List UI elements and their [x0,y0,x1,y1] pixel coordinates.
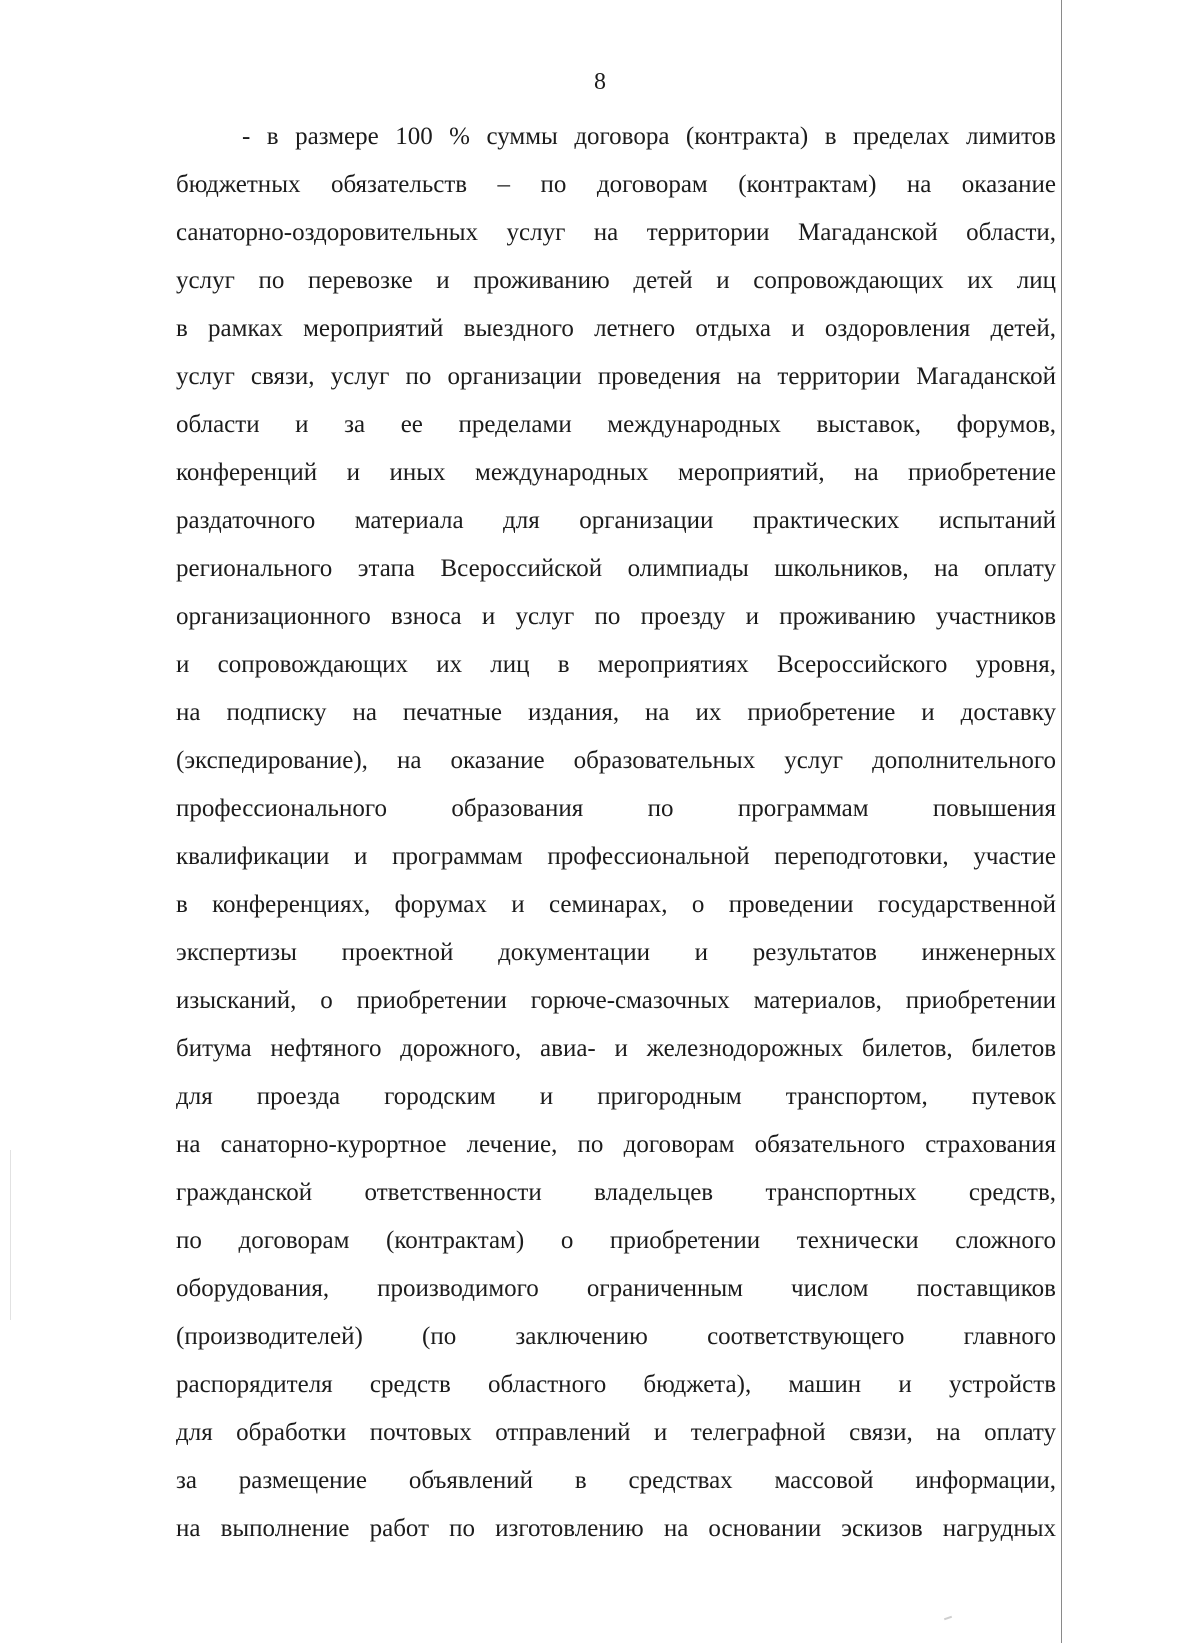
text-line: регионального этапа Всероссийской олимпиады школьников, на оплату [176,555,1056,582]
text-line: услуг по перевозке и проживанию детей и сопровождающих их лиц [176,267,1056,294]
text-line: для проезда городским и пригородным транспортом, путевок [176,1083,1056,1110]
text-line: раздаточного материала для организации практических испытаний [176,507,1056,534]
text-line: гражданской ответственности владельцев транспортных средств, [176,1179,1056,1206]
text-line: и сопровождающих их лиц в мероприятиях Всероссийского уровня, [176,651,1056,678]
text-line: по договорам (контрактам) о приобретении технически сложного [176,1227,1056,1254]
text-line: для обработки почтовых отправлений и телеграфной связи, на оплату [176,1419,1056,1446]
text-line: (производителей) (по заключению соответствующего главного [176,1323,1056,1350]
text-line: оборудования, производимого ограниченным числом поставщиков [176,1275,1056,1302]
page-number: 8 [594,69,606,95]
text-line: - в размере 100 % суммы договора (контракта) в пределах лимитов [242,123,1056,150]
text-line: области и за ее пределами международных выставок, форумов, [176,411,1056,438]
text-line: (экспедирование), на оказание образовательных услуг дополнительного [176,747,1056,774]
text-line: на санаторно-курортное лечение, по договорам обязательного страхования [176,1131,1056,1158]
text-line: за размещение объявлений в средствах массовой информации, [176,1467,1056,1494]
text-line: на подписку на печатные издания, на их приобретение и доставку [176,699,1056,726]
text-line: санаторно-оздоровительных услуг на территории Магаданской области, [176,219,1056,246]
text-line: в конференциях, форумах и семинарах, о проведении государственной [176,891,1056,918]
scan-artifact-line [10,1150,11,1320]
scan-speck [944,1616,952,1621]
text-line: битума нефтяного дорожного, авиа- и железнодорожных билетов, билетов [176,1035,1056,1062]
text-line: профессионального образования по программам повышения [176,795,1056,822]
text-line: экспертизы проектной документации и результатов инженерных [176,939,1056,966]
text-line: квалификации и программам профессиональной переподготовки, участие [176,843,1056,870]
text-line: в рамках мероприятий выездного летнего отдыха и оздоровления детей, [176,315,1056,342]
text-line: конференций и иных международных мероприятий, на приобретение [176,459,1056,486]
text-line: распорядителя средств областного бюджета), машин и устройств [176,1371,1056,1398]
text-line: изысканий, о приобретении горюче-смазочных материалов, приобретении [176,987,1056,1014]
page-edge-line [1061,0,1062,1643]
text-line: на выполнение работ по изготовлению на основании эскизов нагрудных [176,1515,1056,1542]
text-line: организационного взноса и услуг по проезду и проживанию участников [176,603,1056,630]
text-line: бюджетных обязательств – по договорам (контрактам) на оказание [176,171,1056,198]
text-line: услуг связи, услуг по организации проведения на территории Магаданской [176,363,1056,390]
document-body [176,113,1056,1563]
